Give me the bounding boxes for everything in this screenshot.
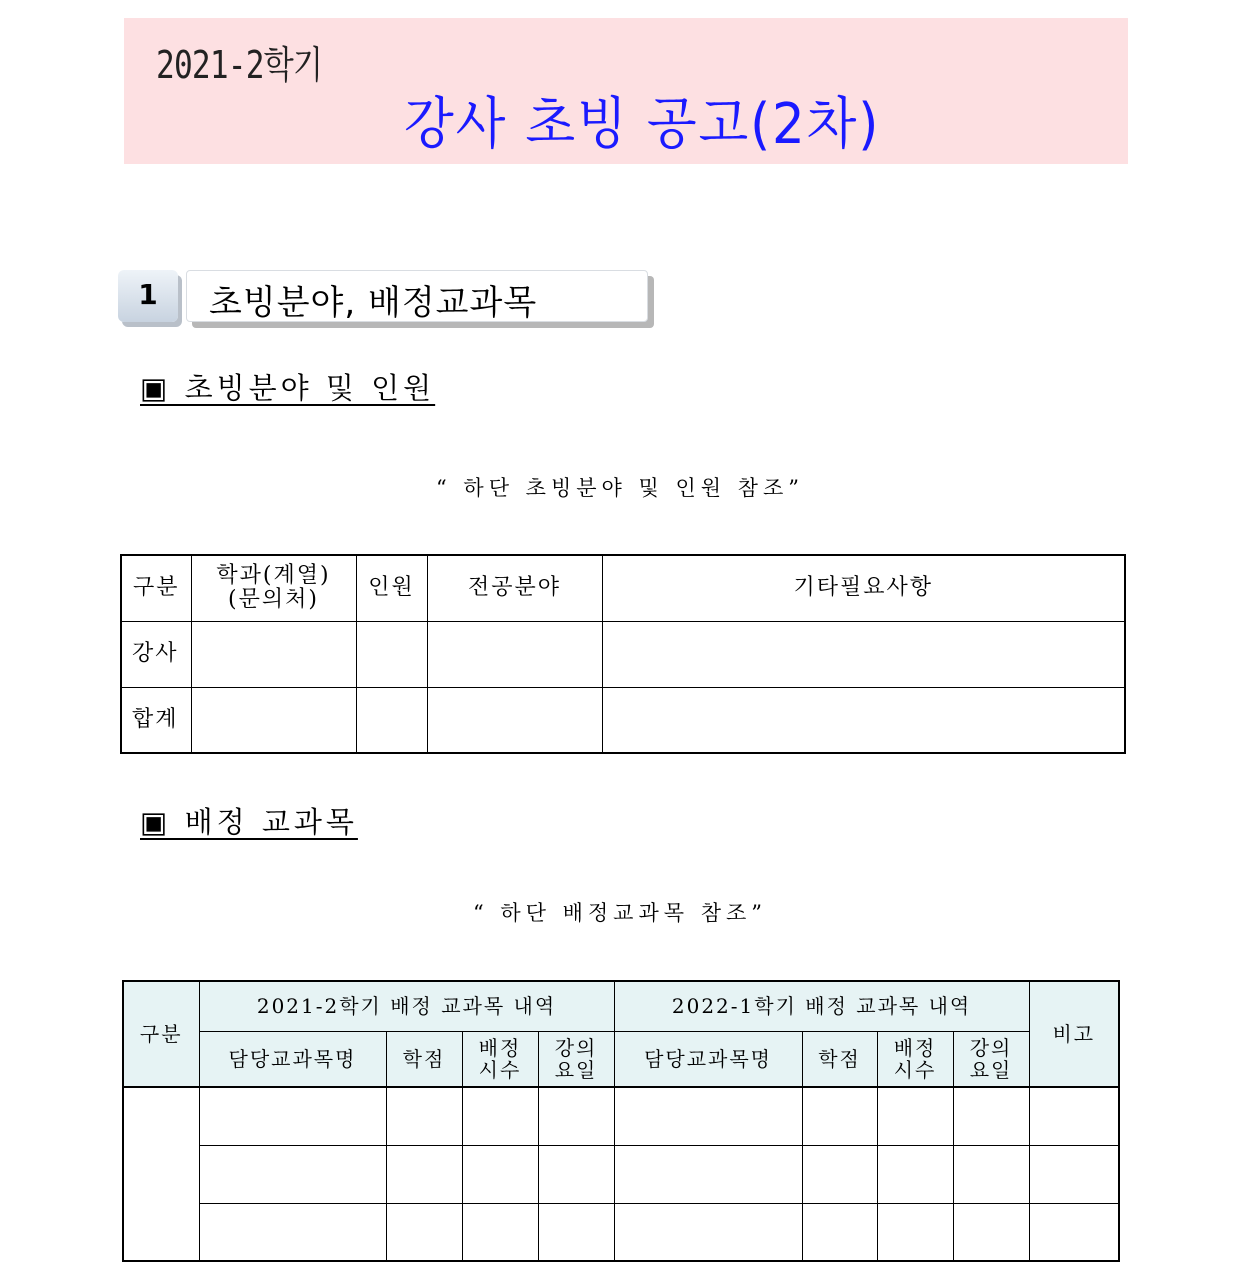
note-fields: “ 하단 초빙분야 및 인원 참조” [436, 476, 804, 500]
table-cell [953, 1203, 1029, 1261]
header-other-requirements: 기타필요사항 [602, 555, 1125, 621]
table-cell [199, 1145, 386, 1203]
table-row [123, 1087, 1119, 1145]
header-course-name: 담당교과목명 [199, 1031, 386, 1087]
subheading-courses: ▣ 배정 교과목 [140, 805, 358, 839]
header-category: 구분 [121, 555, 191, 621]
header-lecture-day-line2: 요일 [554, 1057, 598, 1082]
section-title: 초빙분야, 배정교과목 [209, 283, 538, 323]
header-2021-2-courses: 2021-2학기 배정 교과목 내역 [199, 981, 614, 1031]
header-assigned-hours-line2: 시수 [893, 1057, 937, 1082]
header-credit: 학점 [386, 1031, 462, 1087]
recruitment-table [120, 554, 1126, 754]
header-credit: 학점 [802, 1031, 877, 1087]
semester-label: 2021-2학기 [156, 43, 323, 87]
header-contact-label: (문의처) [228, 587, 319, 613]
table-cell [199, 1203, 386, 1261]
header-lecture-day [953, 1031, 1029, 1087]
table-cell [462, 1145, 538, 1203]
header-major: 전공분야 [427, 555, 602, 621]
table-cell [538, 1203, 614, 1261]
title-banner [124, 18, 1128, 164]
table-cell [356, 621, 427, 687]
header-lecture-day-line1: 강의 [554, 1035, 598, 1060]
section-title-box [186, 270, 648, 322]
table-cell [538, 1087, 614, 1145]
table-cell [538, 1145, 614, 1203]
row-label-total: 합계 [121, 687, 191, 753]
table-cell [1029, 1087, 1119, 1145]
table-cell [614, 1203, 802, 1261]
header-lecture-day [538, 1031, 614, 1087]
table-cell [614, 1145, 802, 1203]
header-department-label: 학과(계열) [216, 563, 331, 589]
header-assigned-hours [462, 1031, 538, 1087]
subheading-fields: ▣ 초빙분야 및 인원 [140, 371, 436, 405]
header-headcount: 인원 [356, 555, 427, 621]
table-cell [191, 687, 356, 753]
table-cell [802, 1203, 877, 1261]
header-remarks: 비고 [1029, 981, 1119, 1087]
table-cell [953, 1087, 1029, 1145]
table-cell [1029, 1203, 1119, 1261]
table-cell [802, 1145, 877, 1203]
header-assigned-hours-line1: 배정 [893, 1035, 937, 1060]
table-cell [199, 1087, 386, 1145]
table-row [121, 621, 1125, 687]
table-cell [123, 1087, 199, 1261]
table-cell [386, 1203, 462, 1261]
table-cell [953, 1145, 1029, 1203]
table-cell [602, 687, 1125, 753]
table-cell [356, 687, 427, 753]
table-row [123, 1145, 1119, 1203]
table-cell [191, 621, 356, 687]
header-assigned-hours-line1: 배정 [478, 1035, 522, 1060]
table-cell [602, 621, 1125, 687]
table-cell [877, 1203, 953, 1261]
row-label-lecturer: 강사 [121, 621, 191, 687]
header-category: 구분 [123, 981, 199, 1087]
table-cell [427, 621, 602, 687]
table-cell [462, 1203, 538, 1261]
document-title: 강사 초빙 공고(2차) [404, 92, 881, 157]
table-cell [877, 1087, 953, 1145]
table-cell [1029, 1145, 1119, 1203]
section-number: 1 [118, 270, 178, 322]
table-cell [386, 1087, 462, 1145]
header-assigned-hours [877, 1031, 953, 1087]
header-course-name: 담당교과목명 [614, 1031, 802, 1087]
note-courses: “ 하단 배정교과목 참조” [472, 901, 768, 925]
course-table [122, 980, 1120, 1262]
table-row [121, 687, 1125, 753]
table-cell [386, 1145, 462, 1203]
table-cell [427, 687, 602, 753]
table-cell [802, 1087, 877, 1145]
header-2022-1-courses: 2022-1학기 배정 교과목 내역 [614, 981, 1029, 1031]
header-assigned-hours-line2: 시수 [478, 1057, 522, 1082]
table-cell [614, 1087, 802, 1145]
header-lecture-day-line2: 요일 [969, 1057, 1013, 1082]
header-department [191, 555, 356, 621]
table-cell [877, 1145, 953, 1203]
table-cell [462, 1087, 538, 1145]
table-row [123, 1203, 1119, 1261]
header-lecture-day-line1: 강의 [969, 1035, 1013, 1060]
